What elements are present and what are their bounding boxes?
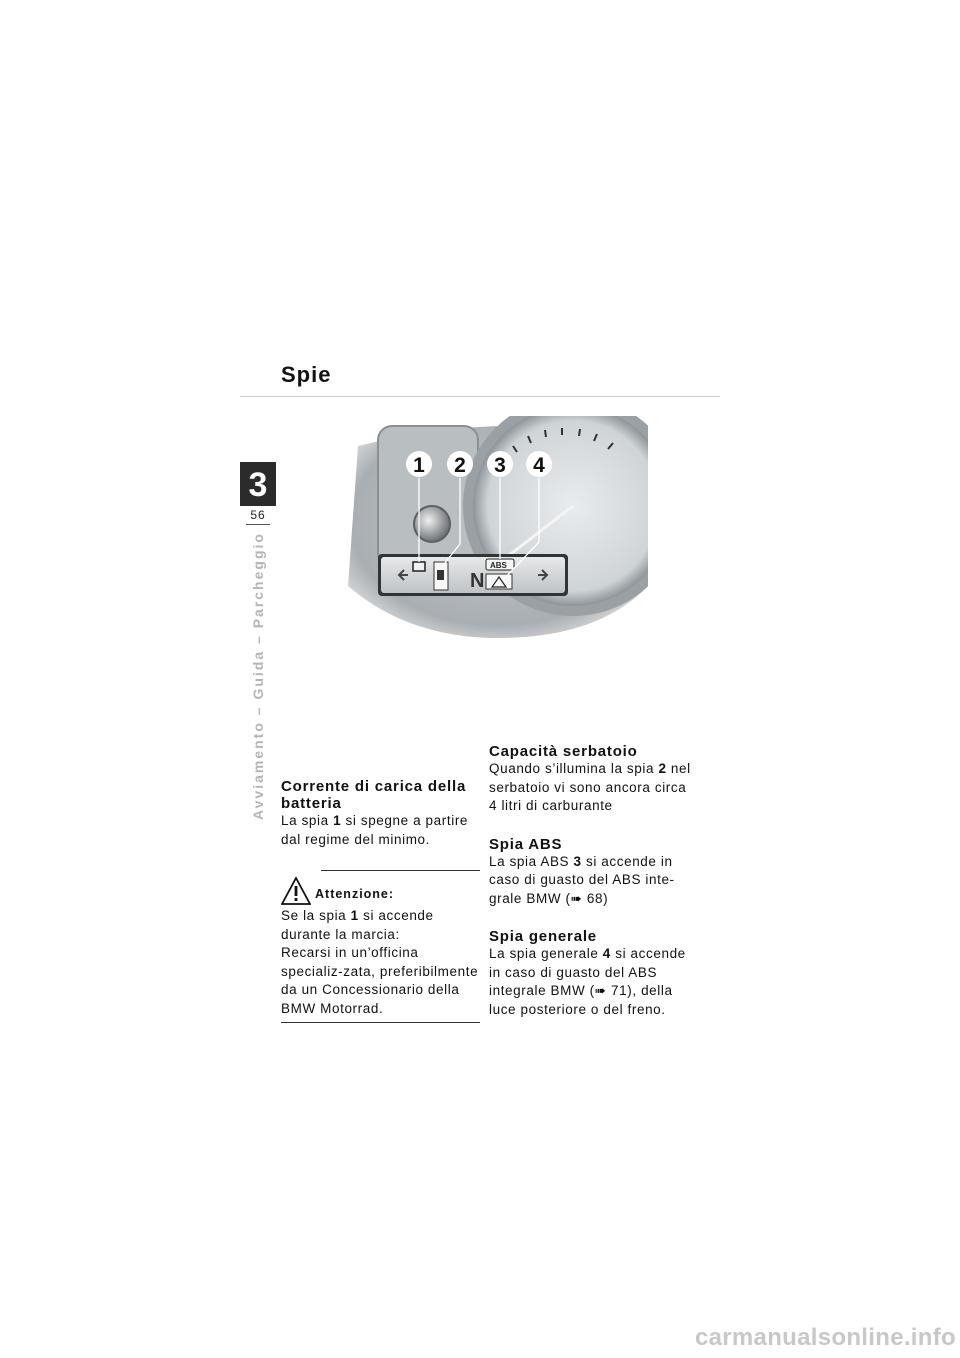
header-rule xyxy=(240,396,720,397)
callout-2: 2 xyxy=(454,454,466,477)
general-heading: Spia generale xyxy=(489,928,597,945)
warning-text: Se la spia 1 si accende durante la marcia: xyxy=(281,908,434,942)
general-text: La spia generale 4 si accende in caso di guasto del ABS integrale BMW (➠ 71), della luce posteriore o del freno. xyxy=(489,946,686,1017)
fuel-heading: Capacità serbatoio xyxy=(489,743,638,760)
chapter-side-label: Avviamento – Guida – Parcheggio xyxy=(250,532,266,820)
callout-1: 1 xyxy=(413,454,425,477)
battery-heading: Corrente di carica della batteria xyxy=(281,778,467,812)
abs-lamp-label: ABS xyxy=(490,561,507,570)
warning-box xyxy=(281,870,480,1023)
callout-3: 3 xyxy=(494,454,506,477)
gear-indicator-glyph: N xyxy=(470,570,485,592)
side-rule xyxy=(246,524,270,525)
abs-text: La spia ABS 3 si accende in caso di guasto del ABS inte-grale BMW (➠ 68) xyxy=(489,853,675,906)
abs-heading: Spia ABS xyxy=(489,835,563,853)
battery-text: La spia 1 si spegne a partire dal regime del minimo. xyxy=(281,813,469,847)
warning-triangle-icon xyxy=(281,877,311,905)
chapter-tab: 3 xyxy=(240,462,276,506)
page-ref-arrow-icon: ➠ xyxy=(594,983,607,998)
page-ref-arrow-icon: ➠ xyxy=(570,890,583,906)
warning-bottom-rule xyxy=(281,1022,480,1023)
warning-text-2: Recarsi in un’officina specializ-zata, preferibilmente da un Concessionario della BMW Motorrad. xyxy=(281,945,479,1016)
instrument-cluster-photo xyxy=(348,416,648,638)
callout-4: 4 xyxy=(533,454,545,477)
battery-section xyxy=(281,778,481,849)
watermark: carmanualsonline.info xyxy=(694,1324,956,1351)
warning-label: Attenzione: xyxy=(315,886,395,901)
page-title: Spie xyxy=(281,362,332,387)
fuel-text: Quando s’illumina la spia 2 nel serbatoio vi sono ancora circa 4 litri di carburante xyxy=(489,761,691,813)
page-number: 56 xyxy=(250,508,266,522)
right-column xyxy=(489,743,692,1019)
